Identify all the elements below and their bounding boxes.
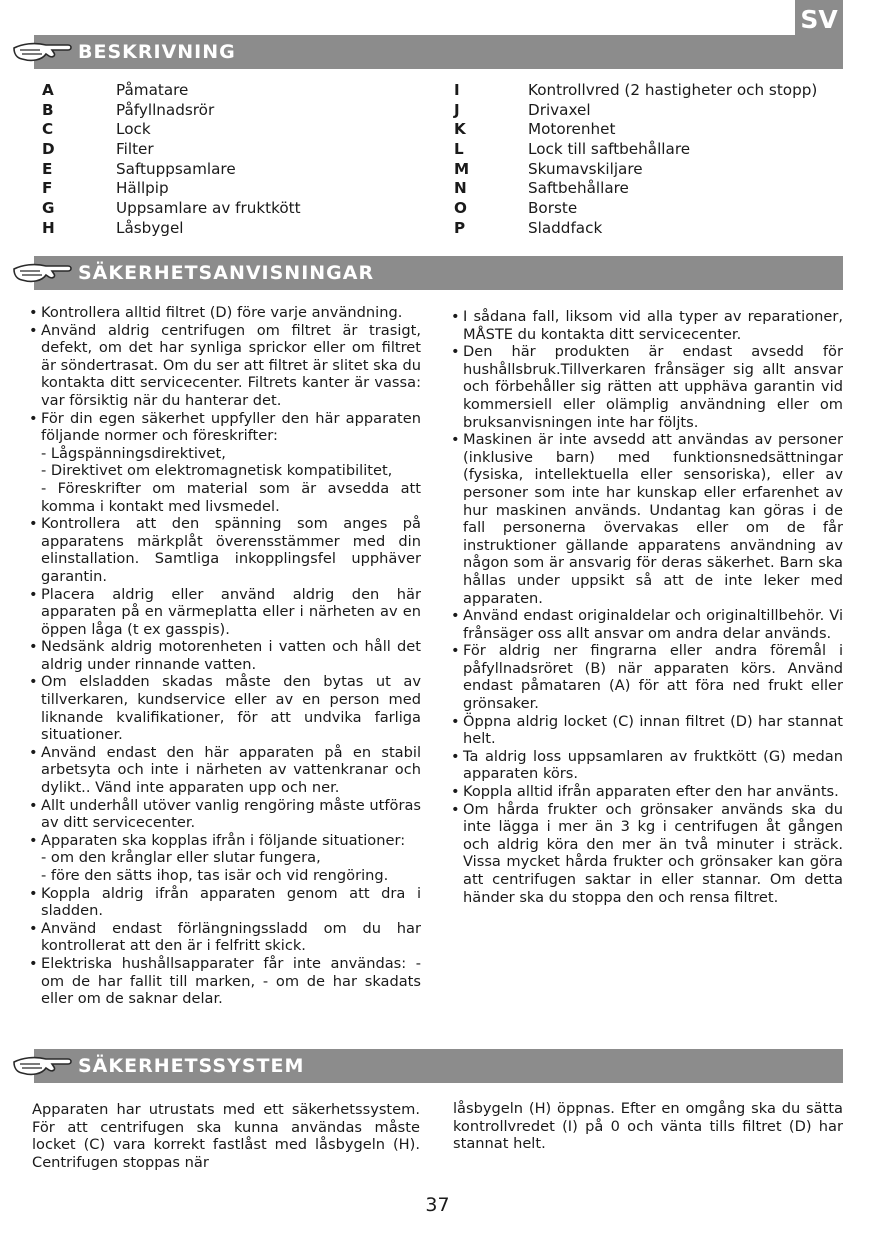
paragraph: Apparaten ska kopplas ifrån i följande situationer: (41, 831, 406, 849)
section-header-description (12, 35, 843, 69)
section-header-safety-system (12, 1049, 843, 1083)
part-label: Lock till saftbehållare (528, 140, 691, 159)
parts-list-right (454, 81, 854, 239)
paragraph: Apparaten har utrustats med ett säkerhetssystem. För att centrifugen ska kunna användas måste locket (C) vara korrekt fastlåst med låsbygeln (H). Centrifugen stoppas när (32, 1101, 420, 1171)
bullet: • (29, 585, 38, 603)
part-letter: F (42, 179, 53, 198)
part-letter: J (454, 100, 460, 119)
sub-item (29, 445, 421, 463)
part-letter: M (454, 159, 470, 178)
paragraph: - före den sätts ihop, tas isär och vid rengöring. (41, 867, 389, 884)
part-row (454, 219, 854, 239)
part-label: Borste (528, 199, 578, 218)
section-title: SÄKERHETSANVISNINGAR (78, 262, 375, 284)
part-label: Filter (116, 140, 154, 159)
paragraph: låsbygeln (H) öppnas. Efter en omgång ska du sätta kontrollvredet (I) på 0 och vänta tills filtret (D) har stannat helt. (453, 1100, 843, 1153)
list-item (29, 955, 421, 1008)
pointing-hand-icon (12, 36, 74, 68)
parts-list-left (42, 81, 442, 239)
part-row (42, 120, 442, 140)
list-item (451, 343, 843, 431)
bullet: • (29, 831, 38, 849)
paragraph: Den här produkten är endast avsedd för hushållsbruk.Tillverkaren frånsäger sig allt ansvar och förbehåller sig rätten att upphäva garantin vid kommersiell eller olämplig användning eller om bruksanvisningen inte har följts. (463, 343, 843, 431)
list-item (29, 515, 421, 585)
paragraph: Nedsänk aldrig motorenheten i vatten och håll det aldrig under rinnande vatten. (41, 638, 421, 673)
part-label: Sladdfack (528, 218, 603, 237)
part-label: Kontrollvred (2 hastigheter och stopp) (528, 81, 818, 99)
part-row (454, 199, 854, 219)
paragraph: Koppla aldrig ifrån apparaten genom att dra i sladden. (41, 884, 421, 920)
part-label: Drivaxel (528, 100, 591, 119)
list-item (29, 673, 421, 743)
paragraph: Kontrollera alltid filtret (D) före varje användning. (41, 304, 403, 321)
part-label: Påfyllnadsrör (116, 100, 215, 119)
page-number: 37 (425, 1194, 450, 1216)
paragraph: Ta aldrig loss uppsamlaren av fruktkött (G) medan apparaten körs. (463, 747, 843, 783)
paragraph: Använd endast originaldelar och originaltillbehör. Vi frånsäger oss allt ansvar om andra delar används. (463, 607, 843, 642)
paragraph: Öppna aldrig locket (C) innan filtret (D) har stannat helt. (463, 712, 843, 748)
paragraph: Koppla alltid ifrån apparaten efter den har använts. (463, 783, 839, 801)
part-label: Hällpip (116, 179, 169, 198)
part-label: Lock (116, 120, 151, 139)
sub-item (29, 849, 421, 867)
list-item (451, 783, 843, 801)
list-item (29, 304, 421, 322)
list-item (29, 920, 421, 955)
pointing-hand-icon (12, 1050, 74, 1082)
list-item (29, 744, 421, 797)
bullet: • (451, 800, 460, 818)
paragraph: - Föreskrifter om material som är avsedda att komma i kontakt med livsmedel. (41, 479, 421, 515)
part-label: Uppsamlare av fruktkött (116, 199, 301, 218)
safety-column-right (451, 308, 843, 906)
part-letter: L (454, 140, 464, 159)
paragraph: Använd aldrig centrifugen om filtret är trasigt, defekt, om det har synliga sprickor eller om filtret är söndertrasat. Om du ser att filtret är slitet ska du kontakta ditt servicecenter. Filtrets kanter är vassa: var försiktig när du hanterar det. (41, 321, 421, 409)
paragraph: Elektriska hushållsapparater får inte användas: - om de har fallit till marken, - om de har skadats eller om de saknar delar. (41, 954, 421, 1008)
part-letter: D (42, 140, 55, 159)
section-header-safety (12, 256, 843, 290)
part-row (42, 179, 442, 199)
bullet: • (451, 783, 460, 801)
part-row (42, 101, 442, 121)
part-letter: B (42, 100, 54, 119)
list-item (451, 607, 843, 642)
bullet: • (29, 884, 38, 902)
bullet: • (29, 743, 38, 761)
list-item (451, 801, 843, 907)
bullet: • (29, 919, 38, 937)
part-label: Saftuppsamlare (116, 159, 236, 178)
part-letter: A (42, 81, 54, 99)
paragraph: För din egen säkerhet uppfyller den här apparaten följande normer och föreskrifter: (41, 409, 421, 445)
part-row (454, 101, 854, 121)
part-letter: O (454, 199, 467, 218)
paragraph: - om den krånglar eller slutar fungera, (41, 849, 321, 867)
part-row (454, 81, 854, 101)
list-item (451, 748, 843, 783)
list-item (451, 713, 843, 748)
bullet: • (451, 712, 460, 730)
list-item (451, 431, 843, 607)
paragraph: För aldrig ner fingrarna eller andra föremål i påfyllnadsröret (B) när apparaten körs. Använd endast påmataren (A) för att föra ned frukt eller grönsaker. (463, 642, 843, 713)
bullet: • (29, 954, 38, 972)
part-row (454, 179, 854, 199)
bullet: • (29, 321, 38, 339)
safety-system-column-right (453, 1100, 843, 1153)
paragraph: Placera aldrig eller använd aldrig den här apparaten på en värmeplatta eller i närheten av en öppen låga (t ex gasspis). (41, 585, 421, 638)
part-letter: G (42, 199, 55, 218)
part-row (42, 81, 442, 101)
part-row (454, 140, 854, 160)
pointing-hand-icon (12, 257, 74, 289)
paragraph: - Lågspänningsdirektivet, (41, 444, 226, 462)
sub-item (29, 480, 421, 515)
list-item (29, 797, 421, 832)
paragraph: Använd endast förlängningssladd om du har kontrollerat att den är i felfritt skick. (41, 919, 421, 955)
list-item (29, 322, 421, 410)
part-letter: P (454, 218, 466, 237)
part-row (42, 219, 442, 239)
bullet: • (29, 409, 38, 427)
part-letter: K (454, 120, 466, 139)
part-row (454, 160, 854, 180)
bullet: • (451, 642, 460, 660)
bullet: • (451, 607, 460, 625)
bullet: • (29, 638, 38, 656)
part-label: Låsbygel (116, 218, 184, 237)
part-row (454, 120, 854, 140)
sub-item (29, 867, 421, 885)
list-item (451, 308, 843, 343)
part-letter: N (454, 179, 467, 198)
section-title: SÄKERHETSSYSTEM (78, 1055, 305, 1077)
bullet: • (29, 673, 38, 691)
paragraph: Allt underhåll utöver vanlig rengöring måste utföras av ditt servicecenter. (41, 796, 421, 832)
part-letter: I (454, 81, 460, 99)
bullet: • (29, 796, 38, 814)
list-item (29, 885, 421, 920)
bullet: • (29, 304, 38, 321)
paragraph: Om hårda frukter och grönsaker används ska du inte lägga i mer än 3 kg i centrifugen åt gången och aldrig köra den mer än två minuter i sträck. Vissa mycket hårda frukter och grönsaker kan göra att centrifugen saktar in eller stannar. Om detta händer ska du stoppa den och rensa filtret. (463, 800, 843, 906)
part-letter: C (42, 120, 54, 139)
part-label: Motorenhet (528, 120, 616, 139)
paragraph: I sådana fall, liksom vid alla typer av reparationer, MÅSTE du kontakta ditt servicecenter. (463, 308, 843, 343)
bullet: • (29, 515, 38, 533)
paragraph: Kontrollera att den spänning som anges på apparatens märkplåt överensstämmer med din elinstallation. Samtliga inkopplingsfel upphäver garantin. (41, 515, 421, 585)
list-item (29, 410, 421, 445)
part-letter: E (42, 159, 53, 178)
bullet: • (451, 343, 460, 361)
list-item (451, 642, 843, 712)
part-letter: H (42, 218, 55, 237)
bullet: • (451, 747, 460, 765)
list-item (29, 832, 421, 850)
paragraph: - Direktivet om elektromagnetisk kompatibilitet, (41, 462, 393, 480)
part-row (42, 140, 442, 160)
part-row (42, 199, 442, 219)
part-label: Påmatare (116, 81, 189, 99)
list-item (29, 586, 421, 639)
paragraph: Maskinen är inte avsedd att användas av personer (inklusive barn) med funktionsnedsättningar (fysiska, intellektuella eller sensoriska), eller av personer som inte har kunskap eller erfarenhet av hur maskinen används. Undantag kan göras i de fall personerna övervakas eller om de får instruktioner gällande apparatens användning av någon som är ansvarig för deras säkerhet. Barn ska hållas under uppsikt så att de inte leker med apparaten. (463, 431, 843, 607)
part-row (42, 160, 442, 180)
part-label: Skumavskiljare (528, 159, 643, 178)
sub-item (29, 462, 421, 480)
paragraph: Om elsladden skadas måste den bytas ut av tillverkaren, kundservice eller av en person med liknande kvalifikationer, för att undvika farliga situationer. (41, 673, 421, 744)
section-title: BESKRIVNING (78, 41, 236, 63)
language-tab: SV (795, 0, 843, 39)
bullet: • (451, 431, 460, 449)
safety-column-left (29, 304, 421, 1008)
paragraph: Använd endast den här apparaten på en stabil arbetsyta och inte i närheten av vattenkranar och dylikt.. Vänd inte apparaten upp och ner. (41, 743, 421, 797)
safety-system-column-left (32, 1101, 420, 1171)
list-item (29, 638, 421, 673)
part-label: Saftbehållare (528, 179, 629, 198)
bullet: • (451, 308, 460, 325)
